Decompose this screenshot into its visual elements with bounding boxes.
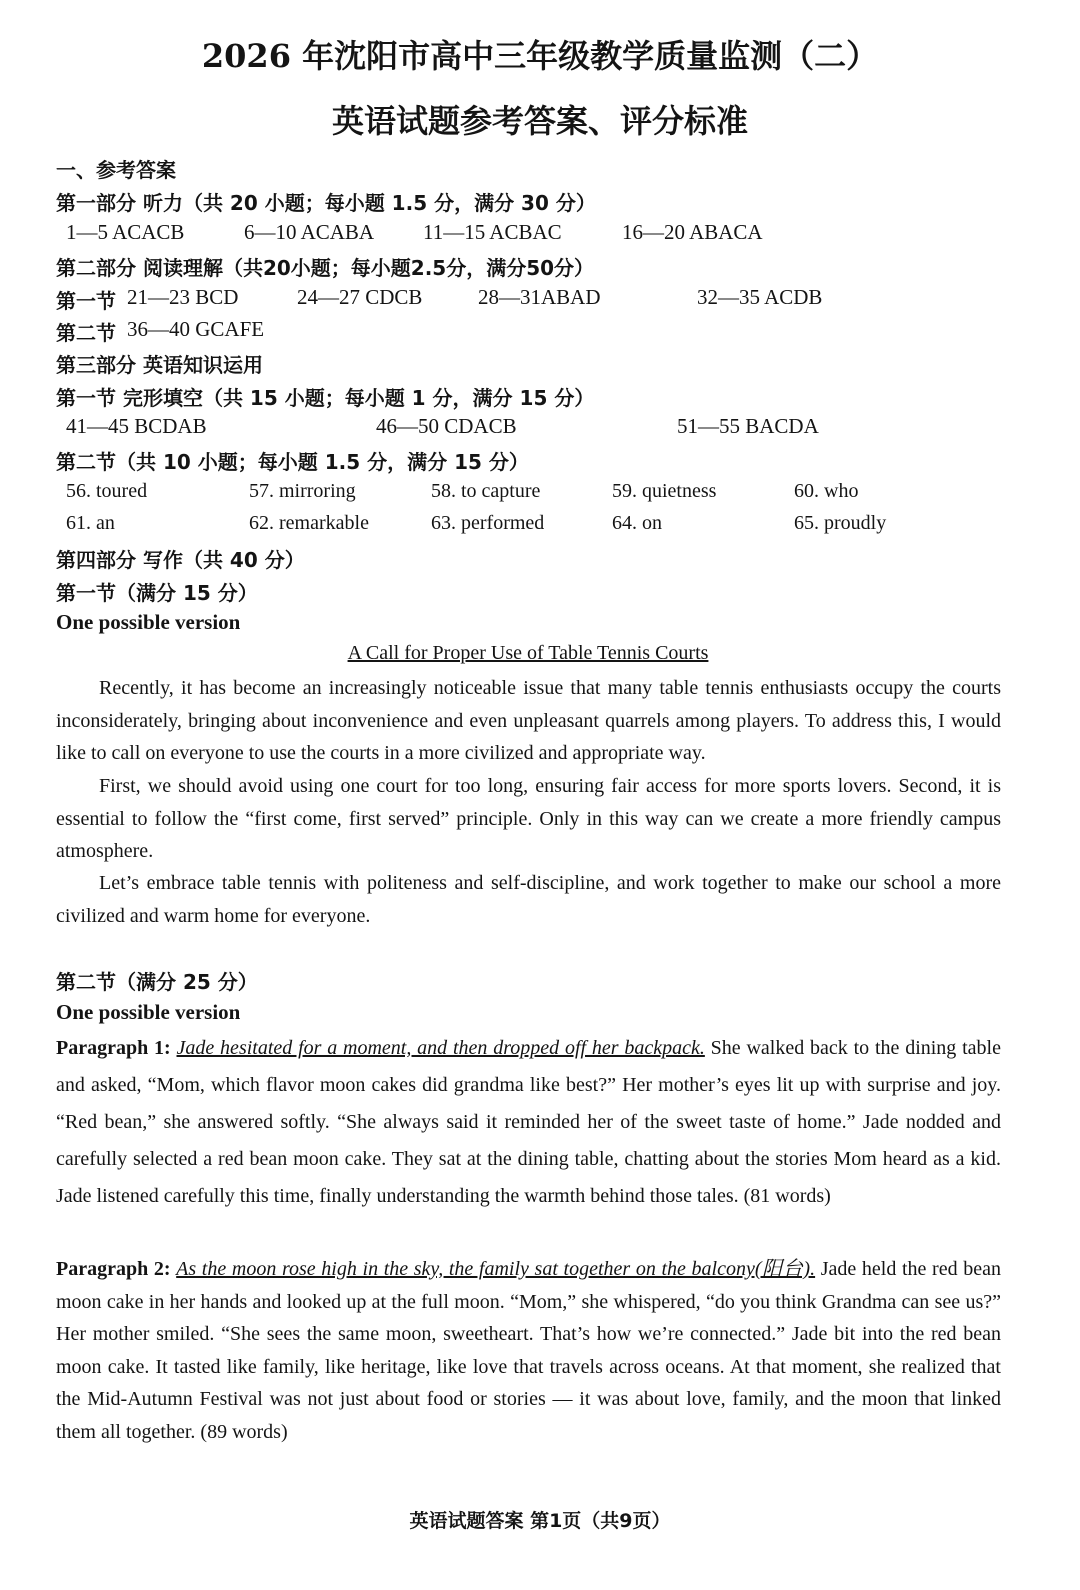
essay-title: A Call for Proper Use of Table Tennis Courts xyxy=(347,642,709,664)
part4-section1-heading: 第一节（满分 15 分） xyxy=(56,581,258,605)
part3-section1-heading: 第一节 完形填空（共 15 小题；每小题 1 分，满分 15 分） xyxy=(56,386,595,410)
answer-group-24-27: 24—27 CDCB xyxy=(297,285,423,309)
essay-paragraph-1: Recently, it has become an increasingly noticeable issue that many table tennis enthusiasts occupy the courts inconsiderately, bringing about inconvenience and even unpleasant quarrels among players. To address this, I would like to call on everyone to use the courts in a more civilized and appropriate way. xyxy=(56,677,1001,764)
part2-heading: 第二部分 阅读理解（共20小题；每小题2.5分，满分50分） xyxy=(56,256,595,280)
part2-section2-label: 第二节 xyxy=(56,321,116,345)
continuation-paragraph-2 xyxy=(56,1253,1001,1448)
part4-section2-heading: 第二节（满分 25 分） xyxy=(56,970,258,994)
continuation-paragraph-1 xyxy=(56,1030,1001,1215)
part1-heading: 第一部分 听力（共 20 小题；每小题 1.5 分，满分 30 分） xyxy=(56,191,596,215)
answer-group-1: 1—5 ACACB xyxy=(66,220,185,244)
paragraph-1-lead-sentence: Jade hesitated for a moment, and then dropped off her backpack. xyxy=(176,1037,705,1059)
answer-group-4: 16—20 ABACA xyxy=(622,220,763,244)
possible-version-label-2: One possible version xyxy=(56,1000,241,1024)
blank-answer-62: 62. remarkable xyxy=(249,512,369,534)
blank-answer-60: 60. who xyxy=(794,480,859,502)
part4-heading: 第四部分 写作（共 40 分） xyxy=(56,548,305,572)
answer-group-36-40: 36—40 GCAFE xyxy=(127,317,265,341)
blank-answer-61: 61. an xyxy=(66,512,115,534)
answer-group-32-35: 32—35 ACDB xyxy=(697,285,823,309)
blank-answer-64: 64. on xyxy=(612,512,662,534)
paragraph-1-body: She walked back to the dining table and asked, “Mom, which flavor moon cakes did grandma like best?” Her mother’s eyes lit up with surprise and joy. “Red bean,” she answered softly. “She always said it reminded her of the sweet taste of home.” Jade nodded and carefully selected a red bean moon cake. They sat at the dining table, chatting about the stories Mom heard as a kid. Jade listened carefully this time, finally understanding the warmth behind those tales. (81 words) xyxy=(56,1037,1001,1207)
blank-answer-65: 65. proudly xyxy=(794,512,887,534)
page-title: 2026 年沈阳市高中三年级教学质量监测（二） xyxy=(201,37,879,75)
part3-section2-heading: 第二节（共 10 小题；每小题 1.5 分，满分 15 分） xyxy=(56,450,529,474)
page-subtitle: 英语试题参考答案、评分标准 xyxy=(331,102,748,140)
part2-section1-label: 第一节 xyxy=(56,289,116,313)
answer-group-41-45: 41—45 BCDAB xyxy=(66,414,207,438)
page-footer: 英语试题答案 第1页（共9页） xyxy=(409,1510,671,1532)
blank-answer-56: 56. toured xyxy=(66,480,148,502)
answer-group-3: 11—15 ACBAC xyxy=(423,220,562,244)
paragraph-1-label: Paragraph 1: xyxy=(56,1037,171,1059)
essay-paragraph-2: First, we should avoid using one court for too long, ensuring fair access for more sports lovers. Second, it is essential to follow the “first come, first served” principle. Only in this way can we create a more friendly campus atmosphere. xyxy=(56,775,1001,862)
answer-group-21-23: 21—23 BCD xyxy=(127,285,239,309)
section-heading-answers: 一、参考答案 xyxy=(56,158,176,182)
paragraph-2-lead-sentence: As the moon rose high in the sky, the family sat together on the balcony(阳台). xyxy=(176,1258,816,1280)
answer-group-28-31: 28—31ABAD xyxy=(478,285,601,309)
blank-answer-59: 59. quietness xyxy=(612,480,717,502)
answer-group-46-50: 46—50 CDACB xyxy=(376,414,517,438)
essay-paragraph-3: Let’s embrace table tennis with politeness and self-discipline, and work together to make our school a more civilized and warm home for everyone. xyxy=(56,872,1001,927)
paragraph-2-label: Paragraph 2: xyxy=(56,1258,171,1280)
answer-group-51-55: 51—55 BACDA xyxy=(677,414,819,438)
blank-answer-63: 63. performed xyxy=(431,512,545,534)
paragraph-2-body: Jade held the red bean moon cake in her hands and looked up at the full moon. “Mom,” she whispered, “do you think Grandma can see us?” Her mother smiled. “She sees the same moon, sweetheart. That’s how we’re connected.” Jade bit into the red bean moon cake. It tasted like family, like heritage, like love that travels across oceans. At that moment, she realized that the Mid-Autumn Festival was not just about food or stories — it was about love, family, and the moon that linked them all together. (89 words) xyxy=(56,1258,1001,1443)
blank-answer-57: 57. mirroring xyxy=(249,480,356,502)
answer-group-2: 6—10 ACABA xyxy=(244,220,375,244)
possible-version-label-1: One possible version xyxy=(56,610,241,634)
part3-heading: 第三部分 英语知识运用 xyxy=(56,353,263,377)
blank-answer-58: 58. to capture xyxy=(431,480,541,502)
